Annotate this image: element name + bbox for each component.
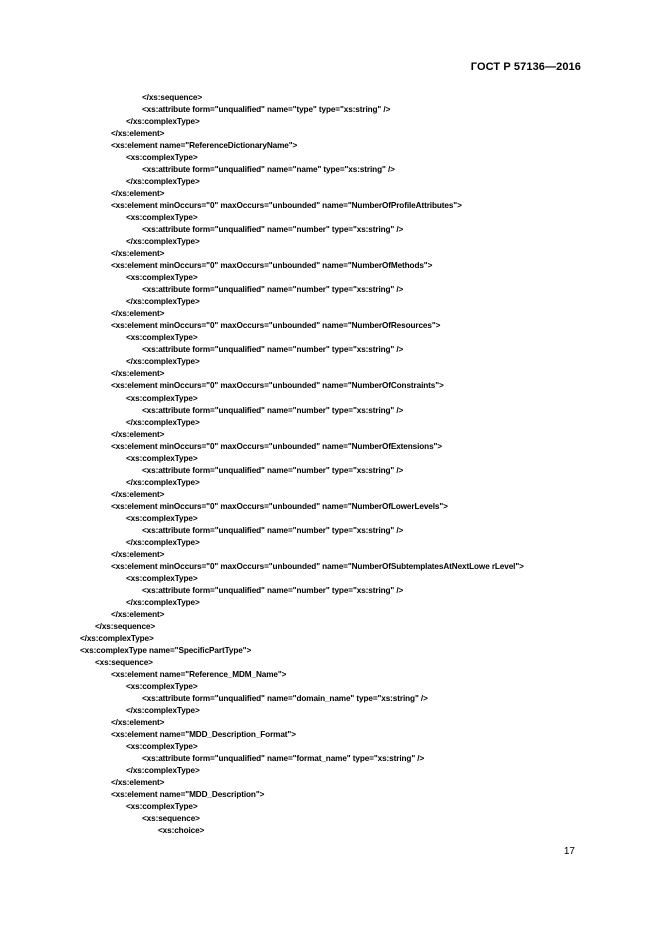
code-line: </xs:element> [111,549,165,559]
code-line: <xs:attribute form="unqualified" name="domain_name" type="xs:string" /> [142,694,428,703]
code-line: </xs:complexType> [126,297,200,307]
code-line: </xs:element> [111,189,165,199]
code-line: <xs:attribute form="unqualified" name="name" type="xs:string" /> [142,165,395,175]
code-line: <xs:element minOccurs="0" maxOccurs="unbounded" name="NumberOfProfileAttributes"> [111,201,462,211]
code-line: <xs:attribute form="unqualified" name="number" type="xs:string" /> [142,465,404,475]
code-line: <xs:complexType> [126,153,198,163]
code-line: </xs:element> [111,489,165,499]
code-line: </xs:sequence> [142,93,203,102]
code-line: <xs:complexType> [126,513,198,523]
code-line: </xs:complexType> [80,633,154,643]
code-line: <xs:element minOccurs="0" maxOccurs="unbounded" name="NumberOfResources"> [111,321,441,331]
code-line: <xs:element minOccurs="0" maxOccurs="unbounded" name="NumberOfMethods"> [111,261,433,271]
code-line: <xs:element name="MDD_Description"> [111,790,265,800]
code-line: </xs:element> [111,778,165,788]
code-line: <xs:complexType> [126,573,198,583]
code-line: <xs:complexType> [126,273,198,283]
code-line: </xs:complexType> [126,177,200,187]
code-line: </xs:element> [111,718,165,728]
code-line: <xs:complexType> [126,802,198,812]
code-line: </xs:complexType> [126,766,200,776]
code-line: <xs:sequence> [95,657,153,667]
code-line: </xs:complexType> [126,117,200,127]
code-line: </xs:sequence> [95,621,156,631]
code-line: </xs:complexType> [126,357,200,367]
code-line: <xs:attribute form="unqualified" name="type" type="xs:string" /> [142,105,391,115]
code-line: </xs:element> [111,309,165,319]
code-line: <xs:element minOccurs="0" maxOccurs="unbounded" name="NumberOfLowerLevels"> [111,501,448,511]
code-line: </xs:element> [111,429,165,439]
code-line: <xs:attribute form="unqualified" name="number" type="xs:string" /> [142,585,404,595]
code-line: </xs:complexType> [126,537,200,547]
code-line: <xs:element name="MDD_Description_Format"> [111,730,296,740]
code-line: <xs:attribute form="unqualified" name="number" type="xs:string" /> [142,405,404,415]
code-line: <xs:complexType name="SpecificPartType"> [80,645,252,655]
code-line: <xs:complexType> [126,453,198,463]
code-line: <xs:attribute form="unqualified" name="number" type="xs:string" /> [142,345,404,355]
code-line: <xs:attribute form="unqualified" name="number" type="xs:string" /> [142,225,404,235]
code-line: <xs:element minOccurs="0" maxOccurs="unbounded" name="NumberOfSubtemplatesAtNextLowe rLevel"> [111,561,524,571]
code-line: <xs:attribute form="unqualified" name="format_name" type="xs:string" /> [142,754,425,764]
code-line: </xs:element> [111,609,165,619]
page-number: 17 [563,846,575,857]
code-line: <xs:element name="ReferenceDictionaryName"> [111,141,298,151]
code-line: <xs:element minOccurs="0" maxOccurs="unbounded" name="NumberOfExtensions"> [111,441,442,451]
code-line: <xs:complexType> [126,393,198,403]
code-line: </xs:element> [111,249,165,259]
code-line: <xs:sequence> [142,814,200,824]
code-line: </xs:complexType> [126,706,200,716]
code-line: </xs:complexType> [126,237,200,247]
code-line: </xs:complexType> [126,477,200,487]
code-line: </xs:complexType> [126,417,200,427]
code-line: </xs:element> [111,129,165,139]
code-line: <xs:complexType> [126,681,198,691]
code-line: <xs:attribute form="unqualified" name="number" type="xs:string" /> [142,525,404,535]
code-line: <xs:element minOccurs="0" maxOccurs="unbounded" name="NumberOfConstraints"> [111,381,444,391]
page-header-standard-code: ГОСТ Р 57136—2016 [470,61,581,73]
code-line: </xs:complexType> [126,597,200,607]
code-line: <xs:complexType> [126,213,198,223]
code-line: <xs:choice> [158,826,205,836]
code-line: <xs:element name="Reference_MDM_Name"> [111,669,287,679]
code-line: </xs:element> [111,369,165,379]
code-line: <xs:attribute form="unqualified" name="number" type="xs:string" /> [142,285,404,295]
code-line: <xs:complexType> [126,742,198,752]
code-line: <xs:complexType> [126,333,198,343]
